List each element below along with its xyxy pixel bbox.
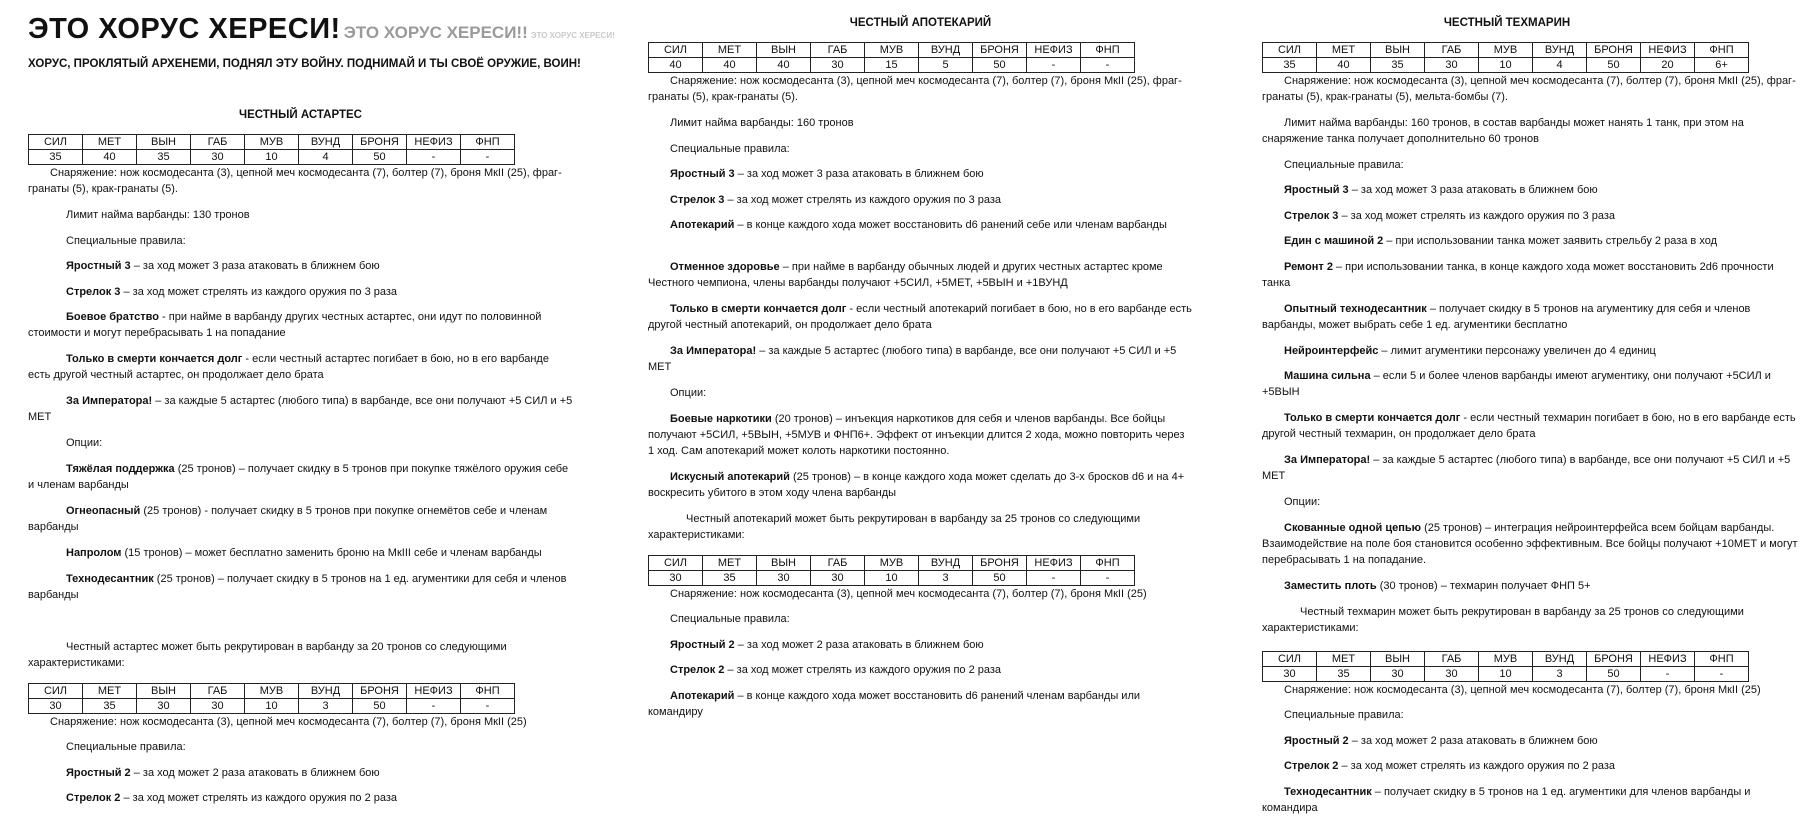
stat-value-cell: 40 (757, 58, 811, 73)
stat-header-cell: ВУНД (1533, 652, 1587, 667)
stat-value-row (29, 150, 515, 165)
stat-header-cell: ВЫН (1371, 652, 1425, 667)
special-rules-label: Специальные правила: (1284, 709, 1404, 721)
stat-value-cell: 10 (245, 699, 299, 714)
stat-value-cell: 3 (919, 571, 973, 586)
stat-value-cell: 40 (1317, 58, 1371, 73)
stat-value-cell: 50 (353, 699, 407, 714)
stat-header-cell: ФНП (1695, 652, 1749, 667)
stat-value-cell: - (407, 150, 461, 165)
stat-header-cell: БРОНЯ (353, 135, 407, 150)
limit-text: Лимит найма варбанды: 160 тронов (670, 117, 854, 129)
stat-table-recruit (28, 683, 515, 714)
stat-value-cell: 35 (137, 150, 191, 165)
stat-header-cell: МЕТ (83, 684, 137, 699)
gear-text: Снаряжение: нож космодесанта (3), цепной меч космодесанта (7), болтер (7), броня МкII (25), фраг-гранаты (5), крак-гранаты (5), мельта-бомбы (7). (1262, 75, 1796, 103)
rule-item: Яростный 3 – за ход может 3 раза атаковать в ближнем бою (670, 168, 984, 180)
title-echo-small: ЭТО ХОРУС ХЕРЕСИ! (530, 31, 615, 40)
rule-item: Яростный 3 – за ход может 3 раза атаковать в ближнем бою (1284, 184, 1598, 196)
rule-item: Машина сильна – если 5 и более членов варбанды имеют агументику, они получают +5СИЛ и +5ВЫН (1262, 370, 1771, 398)
stat-header-cell: СИЛ (649, 43, 703, 58)
stat-value-cell: - (1695, 667, 1749, 682)
stat-header-cell: ВЫН (757, 556, 811, 571)
stat-header-cell: МЕТ (703, 43, 757, 58)
stat-header-cell: ФНП (1081, 43, 1135, 58)
stat-header-cell: НЕФИЗ (1641, 43, 1695, 58)
stat-header-cell: БРОНЯ (973, 556, 1027, 571)
stat-header-cell: МЕТ (703, 556, 757, 571)
stat-value-cell: 3 (299, 699, 353, 714)
rule-item: Стрелок 3 – за ход может стрелять из каждого оружия по 3 раза (66, 286, 398, 298)
stat-header-cell: БРОНЯ (973, 43, 1027, 58)
stat-value-cell: 30 (1425, 667, 1479, 682)
stat-header-cell: МУВ (1479, 652, 1533, 667)
stat-value-cell: 35 (703, 571, 757, 586)
stat-value-row (649, 58, 1135, 73)
special-rules-label: Специальные правила: (66, 741, 186, 753)
stat-value-cell: 40 (703, 58, 757, 73)
stat-header-cell: БРОНЯ (1587, 652, 1641, 667)
stat-value-cell: 6+ (1695, 58, 1749, 73)
stat-header-cell: ФНП (1695, 43, 1749, 58)
stat-value-cell: 30 (137, 699, 191, 714)
rule-item: Един с машиной 2 – при использовании танка может заявить стрельбу 2 раза в ход (1284, 235, 1717, 247)
rule-item: Боевое братство - при найме в варбанду других честных астартес, они идут по половинной стоимости и могут перебрасывать 1 на попадание (28, 311, 542, 339)
rule-item: За Императора! – за каждые 5 астартес (любого типа) в варбанде, все они получают +5 СИЛ и +5 МЕТ (28, 395, 573, 423)
stat-table-recruit (648, 555, 1135, 586)
stat-value-cell: 30 (757, 571, 811, 586)
stat-header-cell: МУВ (865, 43, 919, 58)
section-title: ЧЕСТНЫЙ ТЕХМАРИН (1443, 17, 1571, 29)
stat-header-cell: ГАБ (1425, 43, 1479, 58)
stat-value-row (649, 571, 1135, 586)
section-title: ЧЕСТНЫЙ АСТАРТЕС (239, 109, 362, 121)
stat-header-cell: МЕТ (1317, 43, 1371, 58)
special-rules-label: Специальные правила: (670, 143, 790, 155)
options-label: Опции: (66, 437, 103, 449)
recruit-text: Честный техмарин может быть рекрутирован в варбанду за 25 тронов со следующими характеристиками: (1262, 606, 1744, 634)
document-subtitle: ХОРУС, ПРОКЛЯТЫЙ АРХЕНЕМИ, ПОДНЯЛ ЭТУ ВОЙНУ. ПОДНИМАЙ И ТЫ СВОЁ ОРУЖИЕ, ВОИН! (28, 58, 581, 70)
stat-header-cell: МЕТ (1317, 652, 1371, 667)
stat-value-cell: 35 (1317, 667, 1371, 682)
stat-value-cell: 10 (1479, 667, 1533, 682)
rule-item: Яростный 2 – за ход может 2 раза атаковать в ближнем бою (670, 639, 984, 651)
stat-value-cell: 50 (353, 150, 407, 165)
stat-header-row (1263, 43, 1749, 58)
stat-value-cell: 30 (1263, 667, 1317, 682)
limit-text: Лимит найма варбанды: 160 тронов, в состав варбанды может нанять 1 танк, при этом на снаряжение танка получает дополнительно 60 тронов (1262, 117, 1744, 145)
rule-item: Яростный 2 – за ход может 2 раза атаковать в ближнем бою (1284, 735, 1598, 747)
stat-header-cell: ГАБ (811, 556, 865, 571)
stat-header-cell: ГАБ (191, 684, 245, 699)
title-echo: ЭТО ХОРУС ХЕРЕСИ!! (343, 23, 528, 42)
stat-header-cell: СИЛ (29, 135, 83, 150)
stat-value-cell: 40 (649, 58, 703, 73)
option-item: Напролом (15 тронов) – может бесплатно заменить броню на МкIII себе и членам варбанды (66, 547, 542, 559)
stat-value-cell: - (407, 699, 461, 714)
rule-item: Стрелок 2 – за ход может стрелять из каждого оружия по 2 раза (1284, 760, 1616, 772)
rule-item: Яростный 2 – за ход может 2 раза атаковать в ближнем бою (66, 767, 380, 779)
title-main: ЭТО ХОРУС ХЕРЕСИ! (28, 13, 341, 45)
option-item: Технодесантник (25 тронов) – получает скидку в 5 тронов на 1 ед. агументики для себя и членов варбанды (28, 573, 567, 601)
rule-item: Апотекарий – в конце каждого хода может восстановить d6 ранений себе или членам варбанды (670, 219, 1167, 231)
gear-text-recruit: Снаряжение: нож космодесанта (3), цепной меч космодесанта (7), болтер (7), броня МкII (25) (50, 716, 527, 728)
rule-item: Яростный 3 – за ход может 3 раза атаковать в ближнем бою (66, 260, 380, 272)
stat-header-row (649, 556, 1135, 571)
stat-header-cell: СИЛ (1263, 43, 1317, 58)
rule-item: Технодесантник – получает скидку в 5 тронов на 1 ед. агументики для членов варбанды и командира (1262, 786, 1751, 814)
rule-item: Стрелок 2 – за ход может стрелять из каждого оружия по 2 раза (670, 664, 1002, 676)
gear-text: Снаряжение: нож космодесанта (3), цепной меч космодесанта (7), болтер (7), броня МкII (25), фраг-гранаты (5), крак-гранаты (5). (648, 75, 1182, 103)
recruit-text: Честный астартес может быть рекрутирован в варбанду за 20 тронов со следующими характеристиками: (28, 641, 507, 669)
stat-value-cell: 10 (245, 150, 299, 165)
stat-header-cell: ВУНД (299, 684, 353, 699)
rule-item: Стрелок 2 – за ход может стрелять из каждого оружия по 2 раза (66, 792, 398, 804)
rule-item: Только в смерти кончается долг - если честный астартес погибает в бою, но в его варбанде есть другой честный астартес, он продолжает дело брата (28, 353, 549, 381)
stat-value-cell: 30 (191, 699, 245, 714)
stat-value-cell: 35 (1263, 58, 1317, 73)
stat-value-cell: 50 (1587, 58, 1641, 73)
option-item: Искусный апотекарий (25 тронов) – в конце каждого хода может сделать до 3-х бросков d6 и на 4+ воскресить убитого в этом ходу члена варбанды (648, 471, 1185, 499)
stat-header-row (29, 684, 515, 699)
stat-value-cell: - (1027, 58, 1081, 73)
stat-value-cell: 30 (29, 699, 83, 714)
stat-value-row (1263, 667, 1749, 682)
rule-item: Апотекарий – в конце каждого хода может восстановить d6 ранений членам варбанды или командиру (648, 690, 1141, 718)
stat-header-row (1263, 652, 1749, 667)
stat-header-cell: ВЫН (757, 43, 811, 58)
stat-header-cell: МУВ (865, 556, 919, 571)
stat-value-cell: 30 (1371, 667, 1425, 682)
stat-header-cell: ВУНД (1533, 43, 1587, 58)
stat-value-cell: 30 (811, 571, 865, 586)
document-title (28, 8, 615, 50)
stat-value-cell: 50 (973, 571, 1027, 586)
special-rules-label: Специальные правила: (66, 235, 186, 247)
stat-value-cell: 15 (865, 58, 919, 73)
gear-text-recruit: Снаряжение: нож космодесанта (3), цепной меч космодесанта (7), болтер (7), броня МкII (25) (670, 588, 1147, 600)
rule-item: Стрелок 3 – за ход может стрелять из каждого оружия по 3 раза (670, 194, 1002, 206)
stat-table-recruit (1262, 651, 1749, 682)
stat-header-cell: НЕФИЗ (1027, 556, 1081, 571)
option-item: Заместить плоть (30 тронов) – техмарин получает ФНП 5+ (1284, 580, 1591, 592)
stat-table (28, 134, 515, 165)
stat-header-cell: СИЛ (649, 556, 703, 571)
limit-text: Лимит найма варбанды: 130 тронов (66, 209, 250, 221)
stat-header-cell: ФНП (461, 684, 515, 699)
option-item: Огнеопасный (25 тронов) - получает скидку в 5 тронов при покупке огнемётов себе и членам варбанды (28, 505, 548, 533)
stat-header-cell: НЕФИЗ (407, 135, 461, 150)
stat-header-cell: МУВ (245, 684, 299, 699)
rule-item: Отменное здоровье – при найме в варбанду обычных людей и других честных астартес кроме Честного чемпиона, члены варбанды получают +5СИЛ, +5МЕТ, +5ВЫН и +1ВУНД (648, 261, 1163, 289)
stat-value-cell: 4 (299, 150, 353, 165)
stat-header-cell: БРОНЯ (353, 684, 407, 699)
option-item: Тяжёлая поддержка (25 тронов) – получает скидку в 5 тронов при покупке тяжёлого оружия себе и членам варбанды (28, 463, 569, 491)
stat-header-cell: НЕФИЗ (1641, 652, 1695, 667)
stat-header-cell: ГАБ (191, 135, 245, 150)
stat-header-cell: ГАБ (811, 43, 865, 58)
stat-value-cell: 20 (1641, 58, 1695, 73)
options-label: Опции: (670, 387, 707, 399)
stat-value-cell: - (1081, 58, 1135, 73)
stat-table (1262, 42, 1749, 73)
gear-text-recruit: Снаряжение: нож космодесанта (3), цепной меч космодесанта (7), болтер (7), броня МкII (25) (1284, 684, 1761, 696)
stat-header-cell: ВЫН (137, 135, 191, 150)
stat-header-cell: ФНП (461, 135, 515, 150)
stat-value-cell: 35 (83, 699, 137, 714)
stat-table (648, 42, 1135, 73)
stat-value-cell: - (461, 150, 515, 165)
stat-value-cell: 10 (865, 571, 919, 586)
stat-value-cell: 30 (649, 571, 703, 586)
stat-value-cell: 3 (1533, 667, 1587, 682)
stat-value-cell: 10 (1479, 58, 1533, 73)
stat-value-cell: 30 (191, 150, 245, 165)
stat-header-cell: СИЛ (1263, 652, 1317, 667)
rule-item: Только в смерти кончается долг - если честный апотекарий погибает в бою, но в его варбанде есть другой честный апотекарий, он продолжает дело брата (648, 303, 1192, 331)
stat-value-cell: - (461, 699, 515, 714)
stat-header-cell: НЕФИЗ (407, 684, 461, 699)
stat-header-cell: ВУНД (919, 556, 973, 571)
options-label: Опции: (1284, 496, 1321, 508)
stat-header-cell: МЕТ (83, 135, 137, 150)
stat-header-row (649, 43, 1135, 58)
rule-item: Нейроинтерфейс – лимит агументики персонажу увеличен до 4 единиц (1284, 345, 1656, 357)
stat-header-cell: СИЛ (29, 684, 83, 699)
stat-value-cell: 4 (1533, 58, 1587, 73)
stat-header-cell: НЕФИЗ (1027, 43, 1081, 58)
stat-header-cell: МУВ (1479, 43, 1533, 58)
rule-item: За Императора! – за каждые 5 астартес (любого типа) в варбанде, все они получают +5 СИЛ и +5 МЕТ (1262, 454, 1791, 482)
stat-value-cell: 50 (973, 58, 1027, 73)
stat-value-cell: 5 (919, 58, 973, 73)
rule-item: Стрелок 3 – за ход может стрелять из каждого оружия по 3 раза (1284, 210, 1616, 222)
stat-header-cell: ВУНД (919, 43, 973, 58)
stat-value-cell: 30 (1425, 58, 1479, 73)
special-rules-label: Специальные правила: (670, 613, 790, 625)
stat-value-cell: 30 (811, 58, 865, 73)
gear-text: Снаряжение: нож космодесанта (3), цепной меч космодесанта (7), болтер (7), броня МкII (25), фраг-гранаты (5), крак-гранаты (5). (28, 167, 562, 195)
stat-header-row (29, 135, 515, 150)
stat-header-cell: ФНП (1081, 556, 1135, 571)
stat-header-cell: ВЫН (1371, 43, 1425, 58)
stat-value-cell: 50 (1587, 667, 1641, 682)
stat-value-cell: - (1641, 667, 1695, 682)
special-rules-label: Специальные правила: (1284, 159, 1404, 171)
rule-item: Только в смерти кончается долг - если честный техмарин погибает в бою, но в его варбанде есть другой честный техмарин, он продолжает дело брата (1262, 412, 1796, 440)
option-item: Скованные одной цепью (25 тронов) – интеграция нейроинтерфейса всем бойцам варбанды. Взаимодействие на поле боя становится особенно эффективным. Все бойцы получают +10МЕТ и могут перебрасывать 1 на попадание. (1262, 522, 1798, 566)
stat-value-row (29, 699, 515, 714)
stat-value-cell: - (1081, 571, 1135, 586)
stat-value-cell: - (1027, 571, 1081, 586)
stat-value-cell: 35 (1371, 58, 1425, 73)
stat-header-cell: МУВ (245, 135, 299, 150)
stat-header-cell: ВУНД (299, 135, 353, 150)
stat-value-row (1263, 58, 1749, 73)
stat-header-cell: БРОНЯ (1587, 43, 1641, 58)
option-item: Боевые наркотики (20 тронов) – инъекция наркотиков для себя и членов варбанды. Все бойцы получают +5СИЛ, +5ВЫН, +5МУВ и ФНП6+. Эффект от инъекции длится 2 хода, можно повторить через 1 ход. Сам апотекарий может колоть наркотики постоянно. (648, 413, 1185, 457)
stat-header-cell: ВЫН (137, 684, 191, 699)
stat-value-cell: 35 (29, 150, 83, 165)
rule-item: Опытный технодесантник – получает скидку в 5 тронов на агументику для себя и членов варбанды, может выбрать себе 1 ед. агументики бесплатно (1262, 303, 1751, 331)
stat-header-cell: ГАБ (1425, 652, 1479, 667)
rule-item: За Императора! – за каждые 5 астартес (любого типа) в варбанде, все они получают +5 СИЛ и +5 МЕТ (648, 345, 1177, 373)
rule-item: Ремонт 2 – при использовании танка, в конце каждого хода может восстановить 2d6 прочности танка (1262, 261, 1774, 289)
stat-value-cell: 40 (83, 150, 137, 165)
section-title: ЧЕСТНЫЙ АПОТЕКАРИЙ (849, 17, 992, 29)
recruit-text: Честный апотекарий может быть рекрутирован в варбанду за 25 тронов со следующими характеристиками: (648, 513, 1141, 541)
